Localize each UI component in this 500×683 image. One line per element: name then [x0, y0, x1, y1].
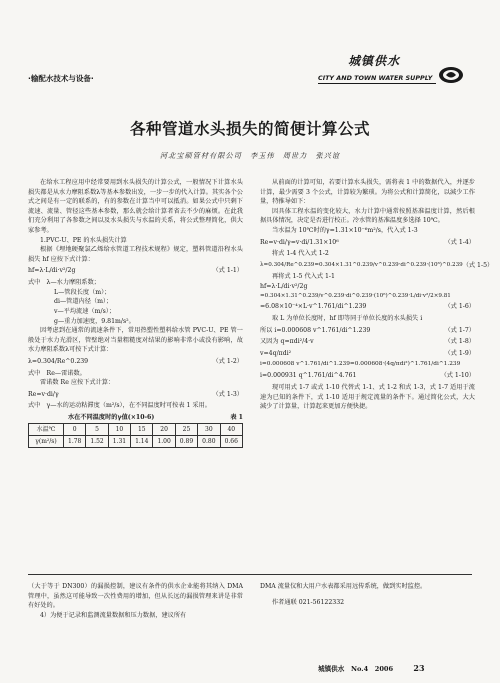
equation-number: （式 1-4） — [444, 238, 475, 246]
table-cell: 10 — [108, 423, 130, 435]
definition: 式中 λ—水力摩阻系数； — [28, 279, 100, 287]
page-number: 23 — [413, 663, 425, 673]
equation-number: （式 1-3） — [212, 390, 243, 398]
equation-1-10-line-1: i=0.000608 v^1.761/di^1.239=0.000608·(4q/πdi²)^1.761/di^1.239 — [260, 361, 461, 368]
paragraph: 现可用式 1-7 或式 1-10 代替式 1-1、式 1-2 和式 1-3，式 1-7 适用于流速为已知的条件下，式 1-10 适用于规定流量的条件下。通过简化公式，大大減少了计算量，计算起来更加方便快捷。 — [260, 384, 475, 411]
paragraph: DMA 流量仪和大用户水表都采用远传系统，做到实时监控。 — [260, 583, 427, 590]
paragraph: 根据《埋地硬聚氯乙烯给水管道工程技术规程》规定，塑料管道沿程水头损失 hf 应按下式计算： — [28, 246, 243, 263]
equation-body: i=0.000931 q^1.761/di^4.761 — [260, 372, 357, 380]
definition: v—平均流速（m/s）； — [54, 307, 116, 315]
equation-number: （式 1-2） — [212, 357, 243, 365]
table-title: 水在不同温度时的γ值(×10-6) — [68, 414, 155, 422]
continued-text-left — [28, 582, 243, 620]
continued-text-right — [260, 582, 475, 607]
logo-english: CITY AND TOWN WATER SUPPLY — [318, 74, 433, 82]
table-cell: 15 — [131, 423, 153, 435]
table-cell: 1.31 — [108, 435, 130, 447]
table-row — [29, 423, 243, 435]
paragraph: 当水温为 10℃时的γ=1.31×10⁻⁶m²/s，代入式 1-3 — [272, 227, 418, 235]
section-heading: 1.PVC-U、PE 的水头损失计算 — [40, 236, 127, 244]
equation-number: （式 1-10） — [440, 372, 475, 380]
equation-1-6-line-2: =0.304×1.31^0.239/v^0.239·di^0.239·(10⁶)^0.239·L/di·v²/2×9.81 — [260, 292, 451, 299]
paragraph: 将式 1-4 代入式 1-2 — [272, 250, 329, 258]
definition: L—管段长度（m）； — [54, 288, 111, 296]
page-footer — [318, 662, 425, 674]
paragraph: 因考虑到在通常的流速条件下，常用热塑性塑料给水管 PVC-U、PE 管一般处于水力光滑区，管壁绝对当量粗糙度对结果的影响非常小或没有影响，故水力摩阻系数λ可按下式计算： — [28, 327, 243, 354]
table-cell: 0.66 — [220, 435, 242, 447]
equation-1-3 — [28, 390, 243, 400]
definition: g—重力加速度，9.81m/s²。 — [54, 317, 135, 325]
journal-issue: 城镇供水 No.4 2006 — [318, 665, 394, 673]
equation-number: （式 1-6） — [444, 303, 475, 311]
table-cell: 1.00 — [153, 435, 175, 447]
equation-body: Re=v·di/γ=v·di/1.31×10⁶ — [260, 238, 339, 246]
table-row — [29, 435, 243, 447]
equation-body: λ=0.304/Re^0.239 — [28, 357, 89, 365]
footer-divider — [28, 574, 472, 575]
equation-body: Re=v·di/γ — [28, 390, 59, 398]
table-cell: 1.78 — [64, 435, 86, 447]
table-cell: 1.52 — [86, 435, 108, 447]
equation-1-1 — [28, 266, 243, 276]
equation-body: λ=0.304/Re^0.239=0.304×1.31^0.239/v^0.239·di^0.239·(10⁶)^0.239 — [260, 262, 463, 269]
table-cell: 30 — [198, 423, 220, 435]
equation-number: （式 1-1） — [212, 267, 243, 275]
equation-1-4 — [260, 238, 475, 248]
article-title: 各种管道水头损失的简便计算公式 — [129, 120, 370, 138]
equation-1-8 — [260, 337, 475, 347]
section-header: ·输配水技术与设备· — [28, 74, 94, 83]
table-header-cell: 水温℃ — [29, 423, 64, 435]
equation-1-2 — [28, 357, 243, 367]
paragraph: 再将式 1-5 代入式 1-1 — [272, 273, 335, 281]
paragraph: 取 L 为单位长度时，hf 即等同于单位长度的水头损失 i — [272, 314, 423, 322]
paragraph: 雷诺数 Re 应按下式计算： — [40, 379, 115, 387]
table-cell: 25 — [175, 423, 197, 435]
equation-body: 又因为 q=πdi²/4·v — [260, 338, 314, 346]
article-authors: 河北宝硕管材有限公司 李玉伟 周世力 张兴谊 — [159, 151, 341, 160]
right-column — [260, 178, 494, 412]
table-label: 表 1 — [230, 414, 243, 422]
table-cell: 0.80 — [198, 435, 220, 447]
equation-body: v=4q/πdi² — [260, 349, 292, 357]
equation-1-10 — [260, 371, 475, 381]
paragraph: （大于等于 DN300）的漏损控制，建议有条件的供水企业能将其纳入 DMA 管理中，虽然这可能导致一次性费用的增加，但从长远的漏损管理来讲是非常有好处的。 — [28, 583, 243, 610]
left-column — [28, 178, 243, 448]
equation-1-5 — [260, 261, 494, 271]
table-cell: 20 — [153, 423, 175, 435]
table-header-cell: γ(m²/s) — [29, 435, 64, 447]
author-contact: 作者通联 021-56122332 — [272, 598, 345, 606]
paragraph: 从前面的计算可知，若要计算水头损失，需将表 1 中的数据代入，并逐步计算，最少需要 3 个公式，计算较为繁琐。为将公式和计算简化，以減少工作量，特推导如下： — [260, 179, 475, 206]
paragraph: 因具体工程水温的变化较大，水力计算中通常按照基准温度计算，然后根据具体情况，决定是否进行校正。冷水管的基准温度多选择 10℃。 — [260, 207, 475, 225]
equation-number: （式 1-9） — [444, 349, 475, 357]
equation-1-6 — [260, 302, 475, 312]
table-cell: 40 — [220, 423, 242, 435]
definition: di—管道内径（m）； — [54, 298, 113, 306]
paragraph: 4）为便于记录和监测流量数据和压力数据，建议所有 — [40, 611, 187, 619]
definition: 式中 Re—雷诺数。 — [28, 369, 86, 377]
equation-number: （式 1-5） — [462, 261, 494, 269]
equation-body: =6.08×10⁻⁴×L·v^1.761/di^1.239 — [260, 303, 367, 311]
equation-1-9 — [260, 349, 475, 359]
table-cell: 1.14 — [131, 435, 153, 447]
table-caption — [28, 413, 243, 423]
table-cell: 5 — [86, 423, 108, 435]
equation-body: 所以 i=0.000608 v^1.761/di^1.239 — [260, 326, 371, 334]
definition: 式中 γ—水的运动粘滞度（m²/s），在不同温度时可按表 1 采用。 — [28, 402, 211, 410]
viscosity-table — [28, 423, 243, 449]
water-drop-emblem-icon — [438, 66, 464, 84]
equation-body: hf=λ·L/di·v²/2g — [28, 267, 76, 275]
table-cell: 0 — [64, 423, 86, 435]
logo-chinese: 城镇供水 — [348, 54, 401, 68]
paragraph: 在给水工程应用中经常要用到水头损失的计算公式，一般情况下计算水头损失都是从水力摩阻系数λ等基本参数出发，一步一步的代入计算。其实各个公式之间是有一定的联系的，有的参数在计算当中可以抵消。如果公式中只剩下流速、流量、管径这些基本参数，那么就会给计算者省去不少的麻烦。在此我们充分利用了各参数之间以及水头损失与水温的关系，将公式整理简化，供大家参考。 — [28, 179, 243, 235]
table-cell: 0.89 — [175, 435, 197, 447]
equation-1-6-line-1: hf=λ·L/di·v²/2g — [260, 283, 308, 291]
equation-1-7 — [260, 326, 475, 336]
logo-underline — [318, 83, 436, 84]
equation-number: （式 1-8） — [444, 338, 475, 346]
journal-logo — [318, 52, 468, 98]
equation-number: （式 1-7） — [444, 326, 475, 334]
